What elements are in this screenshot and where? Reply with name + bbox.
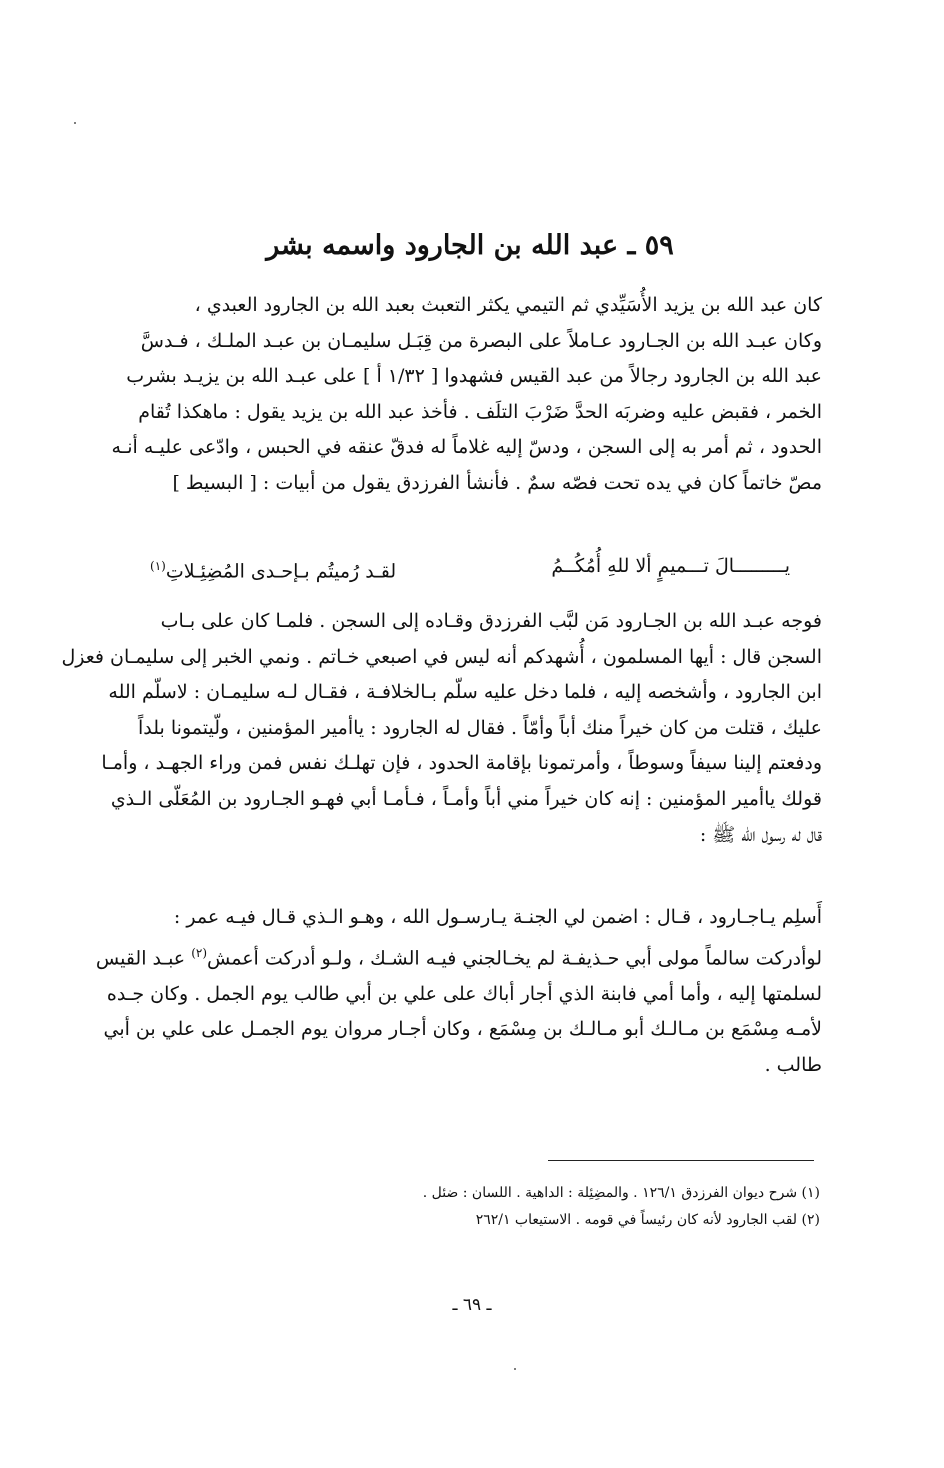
footnote-divider [548, 1160, 814, 1161]
text-line: طالب . [764, 1053, 822, 1076]
text-line: الحدود ، ثم أمر به إلى السجن ، ودسّ إليه غلاماً له فدقّ عنقه في الحبس ، وادّعى عليـه أنـه [111, 436, 822, 459]
text-line: قولك ياأمير المؤمنين : إنه كان خيراً مني أباً وأمـاً ، فـأمـا أبي فهـو الجـارود بن المُعَلّى الـذي [110, 787, 822, 810]
hemistich-text: لقـد رُميتُم بـإحـدى المُضِئِـلاتِ [165, 560, 397, 583]
text-line: عليك ، قتلت من كان خيراً منك أباً وأمّاً . فقال له الجارود : ياأمير المؤمنين ، ولّيتمونا بلداً [138, 716, 822, 739]
poem-verse [150, 548, 790, 584]
hemistich-text: يـــــــــالَ تـــميمٍ ألا للهِ أُمُكُــمُ [551, 555, 790, 577]
scan-speck [514, 1368, 516, 1370]
line-text: عبـد القيس [95, 946, 192, 969]
paragraph-2 [61, 604, 822, 853]
text-line: السجن قال : أيها المسلمون ، أُشهدكم أنه ليس في اصبعي خـاتم . ونمي الخبر إلى سليمـان فعزل [61, 645, 822, 668]
chapter-title: ٥٩ ـ عبد الله بن الجارود واسمه بشر [266, 230, 674, 261]
scan-speck [74, 122, 76, 124]
text-line: فوجه عبـد الله بن الجـارود مَن لبَّب الفرزدق وقـاده إلى السجن . فلمـا كان على بـاب [160, 610, 822, 632]
verse-second-hemistich [150, 548, 396, 589]
text-line [95, 936, 822, 977]
footnote-2: (٢) لقب الجارود لأنه كان رئيساً في قومه . الاستيعاب ٢٦٢/١ [475, 1212, 820, 1228]
footnotes [300, 1180, 820, 1234]
text-line: لأمـه مِسْمَع بن مـالـك أبو مـالـك بن مِسْمَع ، وكان أجـار مروان يوم الجمـل على علي بن أبي [103, 1018, 822, 1041]
page-number: ـ ٦٩ ـ [452, 1295, 492, 1315]
text-line: قال له رسول الله ﷺ : [699, 823, 822, 846]
text-line: وكان عبـد الله بن الجـارود عـاملاً على البصرة من قِبَـل سليمـان بن عبـد الملـك ، فـدسَّ [140, 329, 822, 352]
text-line: لسلمتها إليه ، وأما أمي فابنة الذي أجار أباك على علي بن أبي طالب يوم الجمل . وكان جـده [106, 982, 822, 1005]
text-line: مصّ خاتماً كان في يده تحت فصّه سمٌ . فأنشأ الفرزدق يقول من أبيات : [ البسيط ] [172, 471, 822, 494]
text-line: ودفعتم إلينا سيفاً وسوطاً ، وأمرتمونا بإقامة الحدود ، فإن تهلـك نفس فمن وراء الجهـد ، وأمـا [101, 752, 822, 775]
text-line: أَسلِم يـاجـارود ، قـال : اضمن لي الجنـة يـارسـول الله ، وهـو الـذي قـال فيـه عمر : [173, 906, 822, 928]
text-line: عبد الله بن الجارود رجالاً من عبد القيس فشهدوا [ ١/٣٢ أ ] على عبـد الله بن يزيـد بشرب [126, 365, 822, 388]
footnote-marker: (٢) [191, 945, 208, 960]
verse-first-hemistich [551, 548, 790, 584]
footnote-1: (١) شرح ديوان الفرزدق ١٢٦/١ . والمضِئِلة : الداهية . اللسان : ضئل . [422, 1185, 820, 1201]
line-text: لوأدركت سالماً مولى أبي حـذيفـة لم يخـالجني فيـه الشـك ، ولـو أدركت أعمش [207, 946, 822, 969]
text-line: كان عبد الله بن يزيد الأُسَيِّدي ثم التيمي يكثر التعبث بعبد الله بن الجارود العبدي ، [194, 294, 822, 316]
paragraph-3 [95, 900, 822, 1083]
text-line: الخمر ، فقبض عليه وضربَه الحدَّ ضَرْبَ التلَف . فأخذ عبد الله بن يزيد يقول : ماهكذا تُقام [138, 400, 822, 423]
text-line: ابن الجارود ، وأشخصه إليه ، فلما دخل عليه سلّم بـالخلافـة ، فقـال لـه سليمـان : لاسلّم الله [108, 681, 822, 704]
footnote-marker: (١) [150, 559, 166, 573]
paragraph-1 [111, 288, 822, 502]
